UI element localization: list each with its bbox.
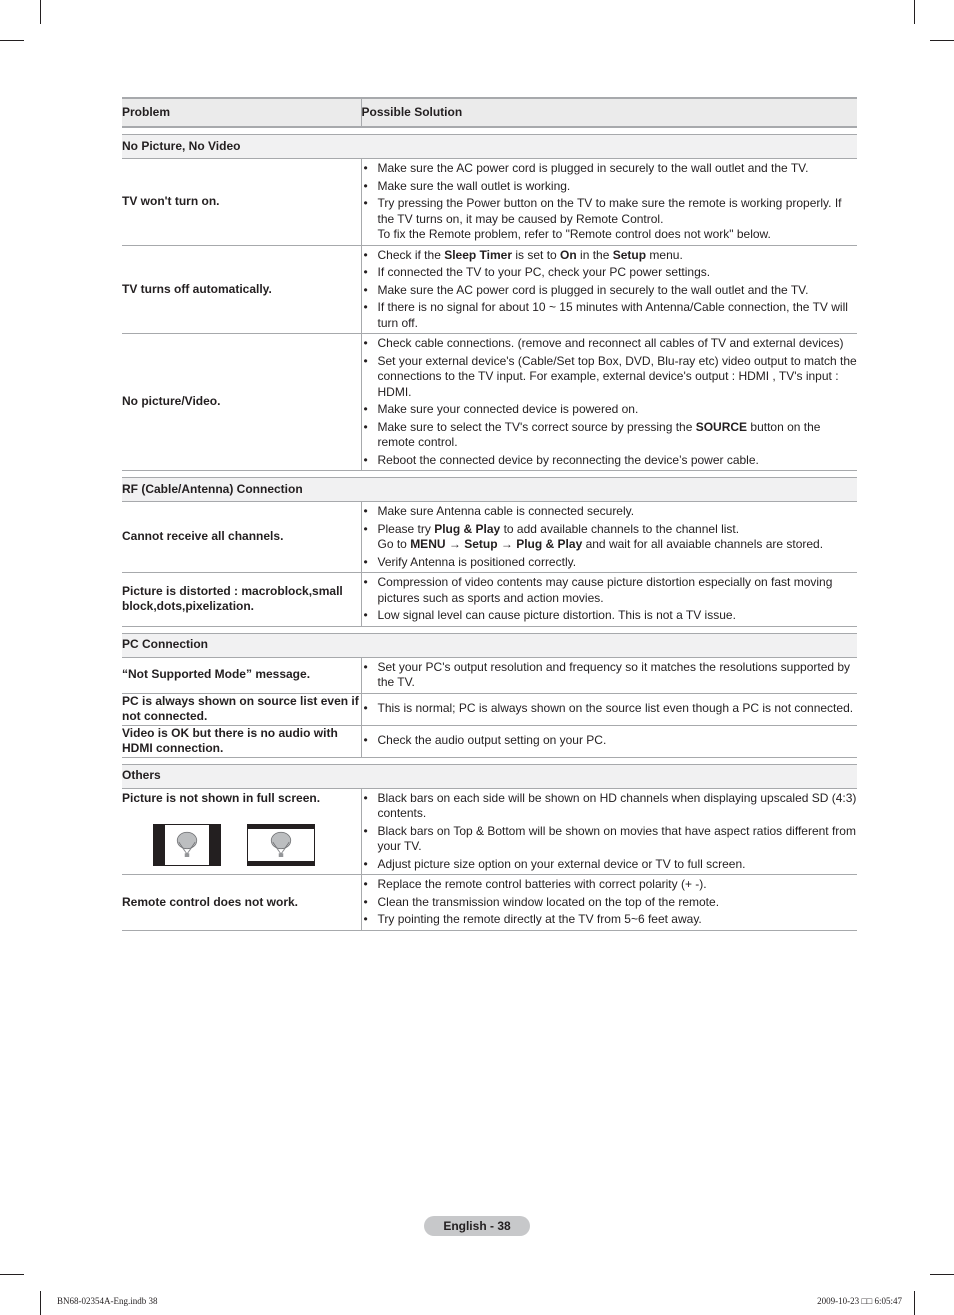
letterbox-balloon-icon: [247, 824, 315, 866]
page-number-badge: English - 38: [424, 1216, 530, 1236]
solution-item: [362, 300, 858, 331]
crop-mark: [914, 1291, 915, 1315]
solution-list: [362, 575, 858, 624]
problem-cell: [122, 573, 361, 627]
solution-item: [362, 196, 858, 243]
solution-text: Make sure Antenna cable is connected securely.: [377, 504, 635, 518]
solution-text: Check cable connections. (remove and reconnect all cables of TV and external devices): [377, 336, 844, 350]
solution-text: Reboot the connected device by reconnecting the device’s power cable.: [377, 452, 759, 467]
problem-text: TV turns off automatically.: [122, 281, 272, 296]
section-spacer: [122, 757, 857, 764]
solution-item: [362, 555, 858, 571]
table-row: [122, 334, 857, 471]
section-title: PC Connection: [122, 633, 857, 657]
table-body: [122, 127, 857, 930]
solution-item: [362, 504, 858, 520]
table-row: [122, 725, 857, 757]
solution-cell: [361, 875, 857, 931]
solution-item: [362, 660, 858, 691]
crop-mark: [40, 0, 41, 24]
solution-text: Set your PC's output resolution and frequency so it matches the resolutions supported by the TV.: [377, 659, 851, 689]
problem-cell: [122, 502, 361, 573]
solution-item: [362, 161, 858, 177]
solution-item: [362, 912, 858, 928]
solution-text: Verify Antenna is positioned correctly.: [377, 554, 577, 569]
problem-text: Cannot receive all channels.: [122, 529, 284, 544]
solution-text: Make sure to select the TV's correct source by pressing the: [377, 419, 696, 434]
solution-text: Check the audio output setting on your PC.: [377, 733, 607, 748]
solution-text: Clean the transmission window located on the top of the remote.: [377, 894, 720, 909]
solution-cell: [361, 573, 857, 627]
solution-cell: [361, 693, 857, 725]
solution-text: Check if the: [377, 247, 445, 262]
solution-keyword: SOURCE: [695, 419, 748, 434]
problem-text: Remote control does not work.: [122, 894, 299, 909]
solution-cell: [361, 159, 857, 246]
solution-list: [362, 336, 858, 468]
problem-cell: [122, 788, 361, 875]
solution-text: Black bars on Top & Bottom will be shown on movies that have aspect ratios different from your TV.: [377, 823, 856, 853]
solution-cell: [361, 334, 857, 471]
solution-keyword: Plug & Play: [516, 537, 583, 551]
crop-mark: [914, 0, 915, 24]
solution-text: Make sure your connected device is powered on.: [377, 402, 639, 416]
solution-list: [362, 248, 858, 332]
column-header-solution: Possible Solution: [361, 98, 857, 127]
solution-list: [362, 161, 858, 243]
solution-text: Adjust picture size option on your external device or TV to full screen.: [377, 856, 746, 871]
solution-cell: [361, 725, 857, 757]
solution-text: Replace the remote control batteries with correct polarity (+ -).: [377, 877, 707, 891]
solution-item: [362, 575, 858, 606]
solution-text: Low signal level can cause picture distortion. This is not a TV issue.: [377, 608, 736, 622]
solution-list: [362, 701, 858, 717]
solution-item: [362, 453, 858, 469]
section-title: Others: [122, 764, 857, 788]
solution-text: Make sure the AC power cord is plugged in securely to the wall outlet and the TV.: [377, 282, 809, 297]
solution-list: [362, 733, 858, 749]
solution-item: [362, 608, 858, 624]
section-title: No Picture, No Video: [122, 135, 857, 159]
solution-cell: [361, 502, 857, 573]
solution-item: [362, 791, 858, 822]
solution-list: [362, 504, 858, 570]
solution-text: and wait for all avaiable channels are stored.: [582, 537, 824, 551]
problem-cell: [122, 693, 361, 725]
table-row: [122, 657, 857, 693]
solution-text: button on the remote control.: [377, 419, 821, 449]
table-row: [122, 502, 857, 573]
solution-cell: [361, 245, 857, 334]
problem-cell: [122, 725, 361, 757]
solution-keyword: Plug & Play: [434, 521, 501, 536]
solution-text: Set your external device's (Cable/Set top Box, DVD, Blu-ray etc) video output to match the connections to the TV input. For example, external device's output : HDMI , TV's input : HDMI.: [377, 353, 857, 399]
section-spacer: [122, 471, 857, 478]
solution-text: If connected the TV to your PC, check your PC power settings.: [377, 265, 711, 279]
solution-item: [362, 420, 858, 451]
table-row: [122, 159, 857, 246]
solution-item: [362, 733, 858, 749]
solution-text: is set to: [512, 247, 561, 262]
crop-mark: [930, 40, 954, 41]
solution-item: [362, 522, 858, 553]
solution-text: Please try: [377, 521, 435, 536]
solution-list: [362, 877, 858, 928]
problem-text: Picture is distorted : macroblock,small block,dots,pixelization.: [122, 583, 343, 614]
table-row: [122, 573, 857, 627]
solution-text: →: [497, 537, 517, 551]
solution-item: [362, 701, 858, 717]
solution-text: to add available channels to the channel list.: [500, 521, 740, 536]
solution-text: Black bars on each side will be shown on HD channels when displaying upscaled SD (4:3) contents.: [377, 790, 857, 820]
column-header-problem: Problem: [122, 98, 361, 127]
problem-cell: [122, 334, 361, 471]
section-row: [122, 764, 857, 788]
solution-item: [362, 402, 858, 418]
solution-item: [362, 824, 858, 855]
pillarbox-balloon-icon: [153, 824, 221, 866]
section-row: [122, 478, 857, 502]
solution-text: in the: [576, 247, 613, 262]
solution-cell: [361, 657, 857, 693]
crop-mark: [40, 1291, 41, 1315]
problem-text: Picture is not shown in full screen.: [122, 790, 321, 805]
solution-item: [362, 336, 858, 352]
section-row: [122, 135, 857, 159]
troubleshooting-table: [122, 97, 857, 931]
solution-text: To fix the Remote problem, refer to "Remote control does not work" below.: [377, 227, 771, 241]
solution-text: Make sure the wall outlet is working.: [377, 178, 571, 193]
problem-text: TV won't turn on.: [122, 194, 220, 208]
solution-item: [362, 179, 858, 195]
solution-text: Try pointing the remote directly at the TV from 5~6 feet away.: [377, 912, 702, 926]
footer-file-name: BN68-02354A-Eng.indb 38: [57, 1296, 158, 1306]
problem-cell: [122, 245, 361, 334]
solution-text: If there is no signal for about 10 ~ 15 minutes with Antenna/Cable connection, the TV will turn off.: [377, 300, 848, 330]
problem-text: No picture/Video.: [122, 394, 221, 409]
solution-keyword: Sleep Timer: [444, 247, 513, 262]
crop-mark: [930, 1274, 954, 1275]
solution-text: →: [445, 537, 465, 551]
solution-keyword: Setup: [464, 537, 498, 551]
solution-text: Go to: [377, 537, 411, 551]
solution-text: Compression of video contents may cause picture distortion especially on fast moving pictures such as sports and action movies.: [377, 575, 833, 605]
solution-item: [362, 283, 858, 299]
problem-cell: [122, 159, 361, 246]
crop-mark: [0, 1274, 24, 1275]
section-title: RF (Cable/Antenna) Connection: [122, 478, 857, 502]
crop-mark: [0, 40, 24, 41]
table-row: [122, 245, 857, 334]
table-header-row: [122, 98, 857, 127]
footer-timestamp: 2009-10-23 □□ 6:05:47: [817, 1296, 902, 1306]
solution-text: menu.: [646, 247, 683, 262]
problem-cell: [122, 657, 361, 693]
solution-keyword: MENU: [410, 537, 446, 551]
solution-list: [362, 660, 858, 691]
solution-list: [362, 791, 858, 873]
table-row: [122, 788, 857, 875]
solution-item: [362, 248, 858, 264]
solution-text: Make sure the AC power cord is plugged in securely to the wall outlet and the TV.: [377, 161, 809, 175]
problem-text: Video is OK but there is no audio with HDMI connection.: [122, 725, 338, 755]
section-spacer: [122, 127, 857, 135]
solution-keyword: Setup: [612, 247, 647, 262]
problem-text: PC is always shown on source list even if not connected.: [122, 693, 359, 723]
solution-item: [362, 857, 858, 873]
solution-item: [362, 354, 858, 401]
section-spacer: [122, 626, 857, 633]
solution-keyword: On: [560, 247, 577, 262]
solution-item: [362, 265, 858, 281]
table-row: [122, 875, 857, 931]
solution-item: [362, 895, 858, 911]
solution-item: [362, 877, 858, 893]
section-row: [122, 633, 857, 657]
problem-text: “Not Supported Mode” message.: [122, 667, 311, 682]
solution-text: This is normal; PC is always shown on the source list even though a PC is not connected.: [377, 701, 854, 716]
aspect-ratio-illustrations: [153, 824, 361, 866]
solution-cell: [361, 788, 857, 875]
table-row: [122, 693, 857, 725]
solution-text: Try pressing the Power button on the TV to make sure the remote is working properly. If the TV turns on, it may be caused by Remote Control.: [377, 196, 842, 226]
problem-cell: [122, 875, 361, 931]
